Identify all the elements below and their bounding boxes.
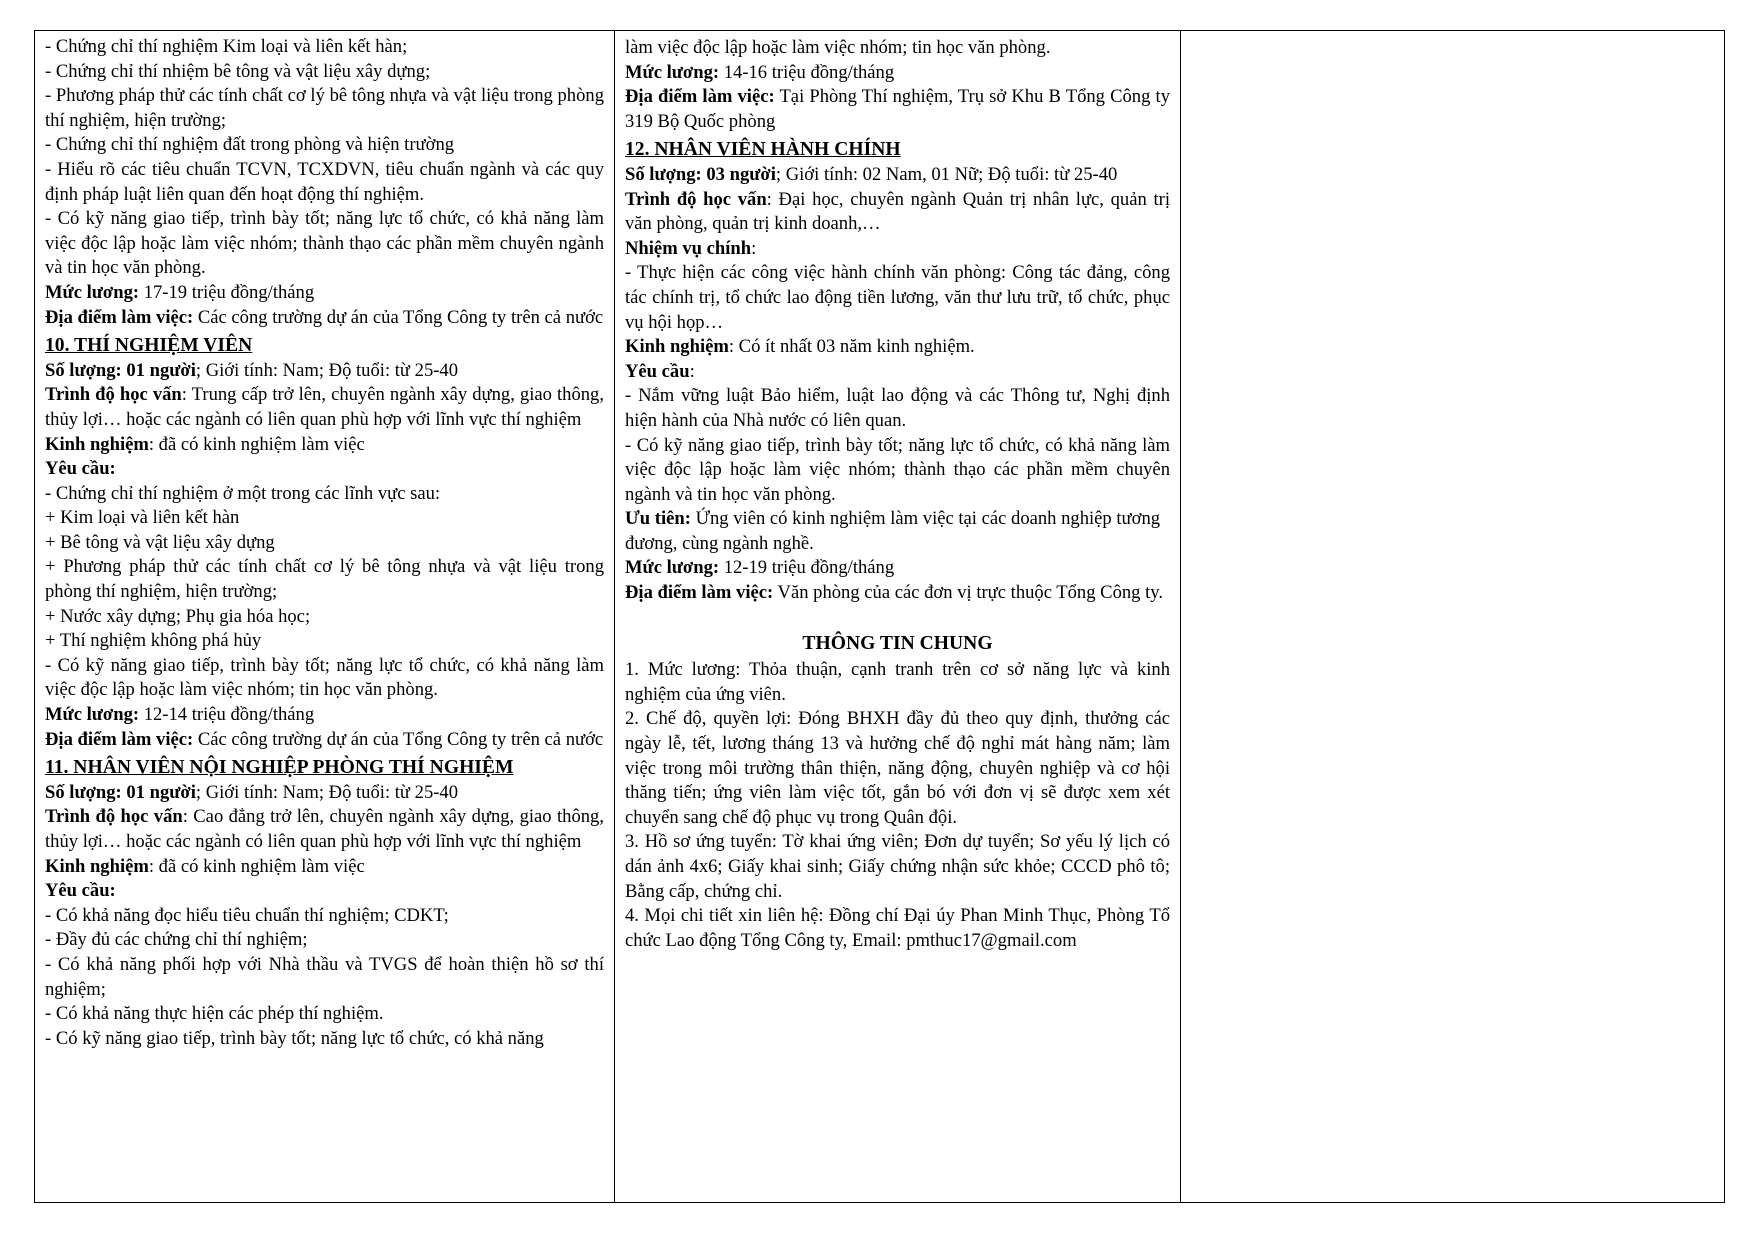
field-label: Ưu tiên: [625,508,691,530]
field-label: Kinh nghiệm [45,433,149,455]
labeled-paragraph [625,163,1170,188]
labeled-paragraph [45,433,604,458]
section-heading: 11. NHÂN VIÊN NỘI NGHIỆP PHÒNG THÍ NGHIỆM [45,757,514,779]
field-value: Các công trường dự án của Tổng Công ty trên cả nước [193,728,604,750]
field-label: Trình độ học vấn [45,806,183,828]
labeled-paragraph [625,237,1170,262]
field-label: Địa điểm làm việc: [625,582,774,604]
field-label: Mức lương: [45,704,140,726]
text-line: - Phương pháp thử các tính chất cơ lý bê tông nhựa và vật liệu trong phòng thí nghiệm, hiện trường; [45,85,604,131]
field-label: Kinh nghiệm [625,336,729,358]
field-value: Văn phòng của các đơn vị trực thuộc Tổng Công ty. [773,582,1164,604]
text-line: + Phương pháp thử các tính chất cơ lý bê tông nhựa và vật liệu trong phòng thí nghiệm, hiện trường; [45,556,604,603]
field-label: Mức lương: [625,557,720,579]
labeled-paragraph [625,581,1170,606]
field-label: Yêu cầu: [45,880,116,902]
field-label: Địa điểm làm việc: [45,306,194,328]
labeled-paragraph [45,281,604,306]
text-line: - Đầy đủ các chứng chỉ thí nghiệm; [45,929,308,951]
column-right-empty [1181,31,1724,1202]
text-line: + Nước xây dựng; Phụ gia hóa học; [45,605,311,627]
labeled-paragraph [625,360,1170,385]
labeled-paragraph [625,188,1170,237]
field-label: Yêu cầu: [45,458,116,480]
section-heading: 12. NHÂN VIÊN HÀNH CHÍNH [625,139,901,161]
text-line: - Hiểu rõ các tiêu chuẩn TCVN, TCXDVN, tiêu chuẩn ngành và các quy định pháp luật liên quan đến hoạt động thí nghiệm. [45,158,604,205]
text-line: - Chứng chỉ thí nghiệm ở một trong các lĩnh vực sau: [45,482,441,504]
text-line: - Chứng chỉ thí nghiệm Kim loại và liên kết hàn; [45,36,408,57]
text-line: - Chứng chỉ thí nhiệm bê tông và vật liệu xây dựng; [45,60,431,82]
field-value: Ứng viên có kinh nghiệm làm việc tại các doanh nghiệp tương đương, cùng ngành nghề. [625,508,1161,554]
text-line: 2. Chế độ, quyền lợi: Đóng BHXH đầy đủ theo quy định, thưởng các ngày lễ, tết, lương tháng 13 và hưởng chế độ nghỉ mát hàng năm; làm việc trong môi trường thân thiện, năng động, chuyên nghiệp và cơ hội thăng tiến; ứng viên làm việc tốt, gắn bó với đơn vị sẽ được xem xét chuyển sang chế độ phục vụ trong Quân đội. [625,708,1170,828]
labeled-paragraph [45,359,604,384]
field-value: 17-19 triệu đồng/tháng [139,281,315,303]
text-line: + Kim loại và liên kết hàn [45,507,240,529]
labeled-paragraph [45,728,604,753]
field-value: : [751,237,757,259]
field-value: 12-14 triệu đồng/tháng [139,704,315,726]
field-value: Tại Phòng Thí nghiệm, Trụ sở Khu B Tổng Công ty 319 Bộ Quốc phòng [625,86,1170,132]
field-label: Số lượng: 03 người [625,163,776,185]
field-label: Trình độ học vấn [45,384,182,406]
field-value: : Đại học, chuyên ngành Quản trị nhân lực, quản trị văn phòng, quản trị kinh doanh,… [625,188,1170,235]
labeled-paragraph [45,457,604,482]
text-line: + Thí nghiệm không phá hủy [45,630,262,652]
field-label: Kinh nghiệm [45,855,149,877]
field-label: Số lượng: 01 người [45,359,196,381]
field-value: 14-16 triệu đồng/tháng [719,61,895,83]
text-line: 3. Hồ sơ ứng tuyển: Tờ khai ứng viên; Đơn dự tuyển; Sơ yếu lý lịch có dán ảnh 4x6; Giấy khai sinh; Giấy chứng nhận sức khỏe; CCCD phô tô; Bằng cấp, chứng chỉ. [625,831,1170,902]
field-value: : Cao đẳng trở lên, chuyên ngành xây dựng, giao thông, thủy lợi… hoặc các ngành có liên quan phù hợp với lĩnh vực thí nghiệm [45,806,604,852]
section-heading: 10. THÍ NGHIỆM VIÊN [45,335,253,357]
field-label: Nhiệm vụ chính [625,237,752,259]
labeled-paragraph [45,306,604,331]
text-line: - Có kỹ năng giao tiếp, trình bày tốt; năng lực tổ chức, có khả năng [45,1027,544,1049]
labeled-paragraph [625,335,1170,360]
text-line: 4. Mọi chi tiết xin liên hệ: Đồng chí Đại úy Phan Minh Thục, Phòng Tổ chức Lao động Tổng Công ty, Email: pmthuc17@gmail.com [625,905,1170,951]
text-line: 1. Mức lương: Thỏa thuận, cạnh tranh trên cơ sở năng lực và kinh nghiệm của ứng viên. [625,659,1170,705]
field-value: : đã có kinh nghiệm làm việc [148,433,365,455]
text-line: - Có khả năng thực hiện các phép thí nghiệm. [45,1003,384,1025]
labeled-paragraph [625,507,1170,556]
field-value: ; Giới tính: 02 Nam, 01 Nữ; Độ tuổi: từ 25-40 [775,163,1118,185]
labeled-paragraph [45,805,604,854]
labeled-paragraph [625,85,1170,134]
field-label: Mức lương: [45,281,140,303]
labeled-paragraph [45,879,604,904]
field-label: Mức lương: [625,61,720,83]
field-label: Trình độ học vấn [625,188,767,210]
document-page [34,30,1725,1203]
text-line: - Có kỹ năng giao tiếp, trình bày tốt; năng lực tổ chức, có khả năng làm việc độc lập hoặc làm việc nhóm; tin học văn phòng. [45,654,604,701]
text-line: - Có kỹ năng giao tiếp, trình bày tốt; năng lực tổ chức, có khả năng làm việc độc lập hoặc làm việc nhóm; thành thạo các phần mềm chuyên ngành và tin học văn phòng. [45,208,604,279]
field-value: Các công trường dự án của Tổng Công ty trên cả nước [193,306,604,328]
field-label: Địa điểm làm việc: [625,86,775,108]
labeled-paragraph [45,855,604,880]
labeled-paragraph [625,61,1170,86]
field-value: : đã có kinh nghiệm làm việc [148,855,365,877]
field-label: Yêu cầu [625,360,690,382]
text-line: + Bê tông và vật liệu xây dựng [45,531,275,553]
text-line: - Có khả năng phối hợp với Nhà thầu và TVGS để hoàn thiện hồ sơ thí nghiệm; [45,953,604,1000]
field-label: Số lượng: 01 người [45,781,196,803]
field-value: : Trung cấp trở lên, chuyên ngành xây dựng, giao thông, thủy lợi… hoặc các ngành có liên quan phù hợp với lĩnh vực thí nghiệm [45,384,604,430]
text-line: - Có khả năng đọc hiểu tiêu chuẩn thí nghiệm; CDKT; [45,904,449,926]
field-value: : [689,360,695,382]
column-left [35,31,615,1202]
field-value: 12-19 triệu đồng/tháng [719,557,895,579]
field-value: : Có ít nhất 03 năm kinh nghiệm. [728,336,975,358]
column-middle [615,31,1181,1202]
text-line: - Thực hiện các công việc hành chính văn phòng: Công tác đảng, công tác chính trị, tổ chức lao động tiền lương, văn thư lưu trữ, tổ chức, phục vụ hội họp… [625,262,1170,333]
labeled-paragraph [45,383,604,432]
text-line: - Nắm vững luật Bảo hiểm, luật lao động và các Thông tư, Nghị định hiện hành của Nhà nước có liên quan. [625,385,1170,431]
field-value: ; Giới tính: Nam; Độ tuổi: từ 25-40 [195,359,459,381]
text-line: - Có kỹ năng giao tiếp, trình bày tốt; năng lực tổ chức, có khả năng làm việc độc lập hoặc làm việc nhóm; thành thạo các phần mềm chuyên ngành và tin học văn phòng. [625,434,1170,505]
text-line: - Chứng chỉ thí nghiệm đất trong phòng và hiện trường [45,134,455,156]
text-line: làm việc độc lập hoặc làm việc nhóm; tin học văn phòng. [625,37,1051,58]
field-label: Địa điểm làm việc: [45,728,194,750]
general-info-heading: THÔNG TIN CHUNG [802,632,993,654]
labeled-paragraph [45,703,604,728]
labeled-paragraph [625,556,1170,581]
field-value: ; Giới tính: Nam; Độ tuổi: từ 25-40 [195,781,459,803]
labeled-paragraph [45,781,604,806]
